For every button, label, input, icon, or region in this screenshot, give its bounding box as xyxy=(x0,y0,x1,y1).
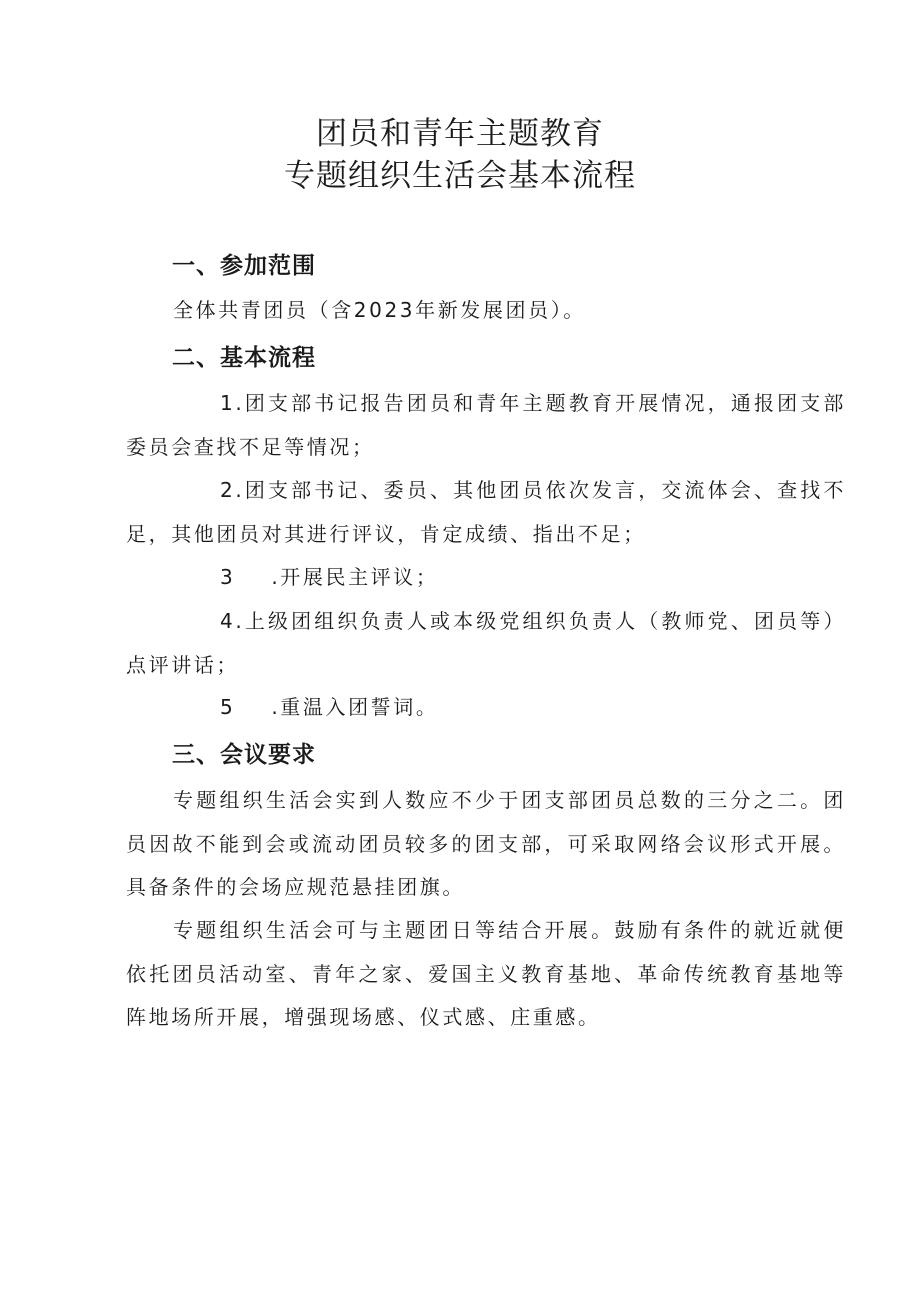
document-title-line-2: 专题组织生活会基本流程 xyxy=(284,158,636,194)
process-item-number: 5 xyxy=(220,695,236,719)
process-item-text: .团支部书记报告团员和青年主题教育开展情况，通报团支部委员会查找不足等情况； xyxy=(126,391,846,459)
process-item-text: .重温入团誓词。 xyxy=(271,695,439,719)
process-item-number: 2 xyxy=(220,478,236,502)
process-item-4 xyxy=(126,600,846,687)
section-heading-scope: 一、参加范围 xyxy=(172,253,316,279)
process-item-2 xyxy=(126,469,846,556)
process-item-number: 3 xyxy=(220,565,236,589)
process-item-5 xyxy=(126,686,846,730)
process-item-text: .上级团组织负责人或本级党组织负责人（教师党、团员等）点评讲话； xyxy=(126,609,846,677)
section-heading-process: 二、基本流程 xyxy=(172,345,316,371)
process-item-text: .开展民主评议； xyxy=(271,565,439,589)
scope-paragraph: 全体共青团员（含2023年新发展团员）。 xyxy=(173,298,586,322)
requirements-paragraph-2: 专题组织生活会可与主题团日等结合开展。鼓励有条件的就近就便依托团员活动室、青年之家、爱国主义教育基地、革命传统教育基地等阵地场所开展，增强现场感、仪式感、庄重感。 xyxy=(126,918,846,1029)
process-item-text: .团支部书记、委员、其他团员依次发言，交流体会、查找不足，其他团员对其进行评议，肯定成绩、指出不足； xyxy=(126,478,846,546)
requirements-paragraph-1: 专题组织生活会实到人数应不少于团支部团员总数的三分之二。团员因故不能到会或流动团员较多的团支部，可采取网络会议形式开展。具备条件的会场应规范悬挂团旗。 xyxy=(126,788,846,899)
process-item-1 xyxy=(126,382,846,469)
process-item-number: 1 xyxy=(220,391,236,415)
document-title-line-1: 团员和青年主题教育 xyxy=(316,116,604,152)
process-item-number: 4 xyxy=(220,609,236,633)
section-heading-requirements: 三、会议要求 xyxy=(172,742,316,768)
process-item-3 xyxy=(126,556,846,600)
